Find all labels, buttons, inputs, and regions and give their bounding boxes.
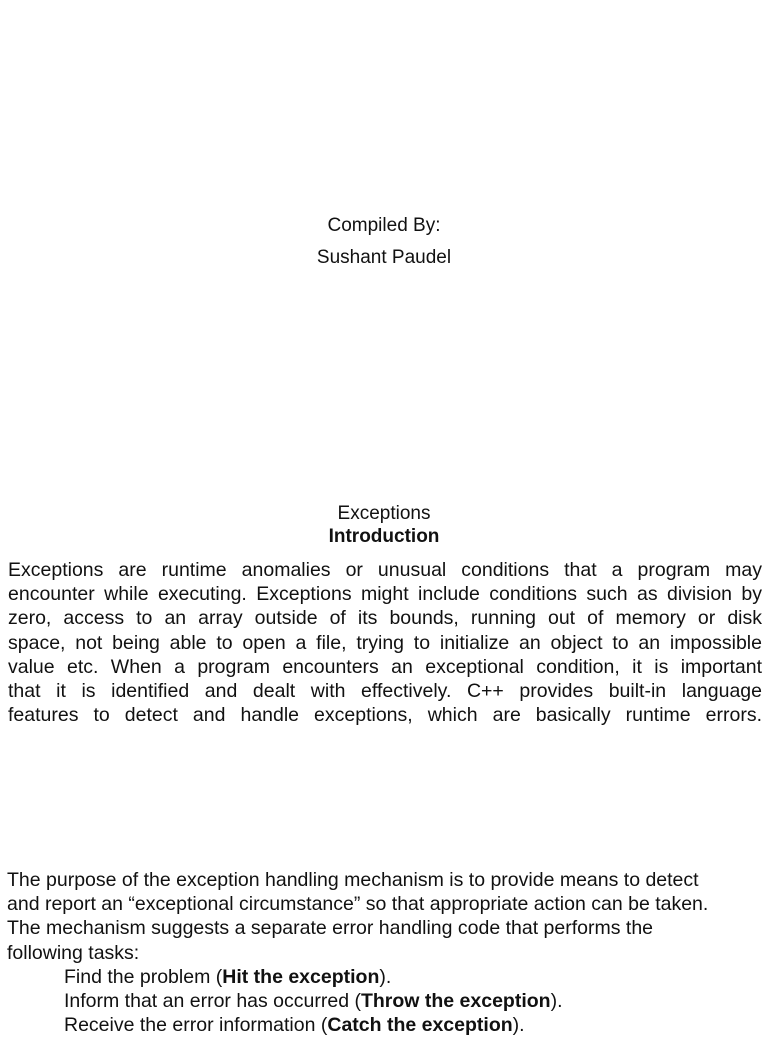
intro-line: that it is identified and dealt with effectively. C++ provides built-in language <box>8 679 762 702</box>
intro-paragraph <box>8 558 762 727</box>
task-emphasis: Catch the exception <box>327 1014 513 1037</box>
purpose-line: and report an “exceptional circumstance” so that appropriate action can be taken. <box>7 893 709 916</box>
task-item <box>64 965 764 989</box>
intro-line: encounter while executing. Exceptions might include conditions such as division by <box>8 583 762 606</box>
purpose-line: The mechanism suggests a separate error handling code that performs the <box>7 917 654 940</box>
task-text: Receive the error information ( <box>64 1014 328 1037</box>
task-text: Find the problem ( <box>64 965 223 988</box>
intro-line: Exceptions are runtime anomalies or unusual conditions that a program may <box>8 559 762 581</box>
task-item <box>64 989 764 1013</box>
intro-line: features to detect and handle exceptions, which are basically runtime errors. <box>8 704 762 727</box>
task-end: ). <box>550 989 563 1012</box>
task-text: Inform that an error has occurred ( <box>64 989 361 1012</box>
purpose-line: The purpose of the exception handling mechanism is to provide means to detect <box>7 869 699 891</box>
intro-line: value etc. When a program encounters an exceptional condition, it is important <box>8 655 762 678</box>
section-heading: Introduction <box>328 526 440 547</box>
compiled-by-label: Compiled By: <box>327 215 441 236</box>
document-title: Exceptions <box>337 503 431 524</box>
intro-line: space, not being able to open a file, trying to initialize an object to an impossible <box>8 631 762 654</box>
task-item <box>64 1013 764 1037</box>
task-end: ). <box>379 965 392 988</box>
purpose-line: following tasks: <box>7 941 140 964</box>
intro-line: zero, access to an array outside of its bounds, running out of memory or disk <box>8 607 762 630</box>
author-name: Sushant Paudel <box>316 247 452 268</box>
task-emphasis: Hit the exception <box>222 965 380 988</box>
task-list <box>64 965 764 1037</box>
task-emphasis: Throw the exception <box>360 989 551 1012</box>
task-end: ). <box>512 1014 525 1037</box>
purpose-paragraph <box>7 868 757 965</box>
